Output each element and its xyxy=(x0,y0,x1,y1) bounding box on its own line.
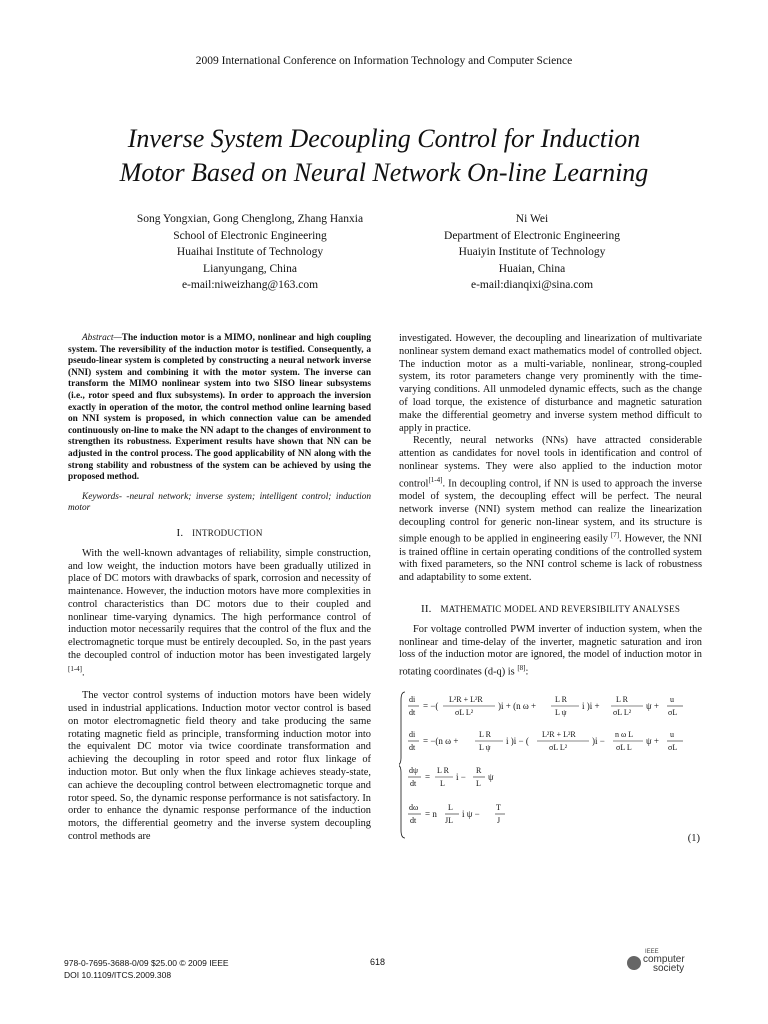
section-number: I. xyxy=(176,526,184,539)
paragraph-text: For voltage controlled PWM inverter of induction system, when the nonlinear and time-delay of the inverter, magnetic saturation and iron loss of the induction motor are ignored, the model of induction motor in rotating coordinates (d-q) is xyxy=(399,623,702,678)
svg-text:u: u xyxy=(670,694,674,704)
svg-text:σL: σL xyxy=(668,707,678,717)
author-institute: Huaihai Institute of Technology xyxy=(176,246,324,258)
keywords: Keywords- -neural network; inverse system; intelligent control; induction motor xyxy=(68,491,371,514)
left-column xyxy=(68,333,371,844)
svg-text:dt: dt xyxy=(410,778,417,788)
logo-word-society: society xyxy=(653,963,685,974)
svg-text:u: u xyxy=(670,729,674,739)
svg-text:di: di xyxy=(409,729,416,739)
svg-text:L R: L R xyxy=(437,765,449,775)
conference-header: 2009 International Conference on Information Technology and Computer Science xyxy=(195,55,573,67)
svg-text:σL L²: σL L² xyxy=(455,707,474,717)
paragraph-text: With the well-known advantages of reliability, simple construction, and low weight, the induction motors have been gradually utilized in place of DC motors with drawbacks of spark, corrosion and necessity of maintenance. However, the induction motors have more complexities in control characteristics than DC motors due to their coupled and nonlinear time-varying dynamics. The high performance control of induction motor necessarily requires that the control of the flux and the electromagnetic torque must be entirely decoupled. So, in the past years the decoupled control of induction motor has been investigated largely xyxy=(68,547,371,662)
svg-text:dω: dω xyxy=(409,802,419,812)
paragraph-text: Recently, neural networks (NNs) have attracted considerable attention as candidates for novel tools in identification and control of nonlinear systems. They were also applied to the induction motor control xyxy=(399,435,702,490)
svg-text:L ψ: L ψ xyxy=(479,742,491,752)
author-department: School of Electronic Engineering xyxy=(173,229,327,242)
section-title: INTRODUCTION xyxy=(192,527,263,538)
right-column xyxy=(399,333,702,842)
citation: [1-4] xyxy=(428,475,443,484)
svg-text:L²R + L²R: L²R + L²R xyxy=(449,694,483,704)
svg-text:= −(n ω +: = −(n ω + xyxy=(423,735,459,746)
equation-graphic xyxy=(399,688,702,842)
abstract-lead: Abstract— xyxy=(82,333,122,343)
svg-text:n ω L: n ω L xyxy=(615,729,634,739)
svg-text:di: di xyxy=(409,694,416,704)
author-city: Lianyungang, China xyxy=(203,262,297,275)
model-paragraph: For voltage controlled PWM inverter of induction system, when the nonlinear and time-delay of the inverter, magnetic saturation and iron loss of the induction motor are ignored, the model of induction motor in rotating coordinates (d-q) is [8]: xyxy=(399,623,702,678)
svg-text:L: L xyxy=(448,802,453,812)
intro-paragraph-2: The vector control systems of induction motors have been widely used in industrial applications. Induction motor vector control is based on motor electromagnetic field theory and take producing the same rotating magnetic field as principle, transforming induction motor into the equivalent DC motor via twice coordinate transformation and achieving the decoupling in rotor speed and rotor flux linkage of induction motor. But only when the flux linkage achieves steady-state, can achieve the decoupling control between electromagnetic torque and rotor speed. So, the dynamic response performance is not satisfactory. In order to enhance the dynamic response performance of the induction motors, the differential geometry and the inverse system decoupling control methods are xyxy=(68,690,371,842)
svg-text:L R: L R xyxy=(555,694,567,704)
svg-text:L²R + L²R: L²R + L²R xyxy=(542,729,576,739)
svg-text:L: L xyxy=(476,778,481,788)
svg-text:i ψ −: i ψ − xyxy=(462,808,480,819)
author-names: Ni Wei xyxy=(515,213,549,225)
citation: [7] xyxy=(610,531,620,540)
logo-ring-icon xyxy=(627,956,641,970)
abstract xyxy=(68,333,371,484)
abstract-body: The induction motor is a MIMO, nonlinear and high coupling system. The reversibility of the induction motor is testified. Consequently, a pseudo-linear system is completed by constructing a neural network inverse (NNI) system and combining it with the motor system. The inverse can transform the MIMO nonlinear system into two SISO linear subsystems (i.e., rotor speed and flux subsystems). In order to approach the inversion exactly in operation of the motor, the control method online learning based on NNI system is proposed, in which connection value can be amended continuously on-line to make the NN adapt to the changes of environment to strengthen its robustness. Experiment results have shown that NN can be adjusted in the control process. The good applicability of NN along with the strong stability and robustness of the system can be achieved by using the proposed method. xyxy=(68,333,371,483)
isbn-line: 978-0-7695-3688-0/09 $25.00 © 2009 IEEE xyxy=(64,958,229,968)
doi-line: DOI 10.1109/ITCS.2009.308 xyxy=(64,970,172,980)
svg-text:T: T xyxy=(496,802,501,812)
svg-text:dψ: dψ xyxy=(409,765,419,775)
author-block-2 xyxy=(382,211,682,294)
author-email: e-mail:dianqixi@sina.com xyxy=(470,279,594,291)
logo-main-text xyxy=(643,955,685,973)
svg-text:)i + (n ω +: )i + (n ω + xyxy=(498,700,537,711)
svg-text:= n: = n xyxy=(425,808,437,819)
svg-text:ψ: ψ xyxy=(488,771,494,782)
paper-title xyxy=(40,122,728,190)
svg-text:L R: L R xyxy=(616,694,628,704)
svg-text:L ψ: L ψ xyxy=(555,707,567,717)
section-heading-2 xyxy=(399,603,702,616)
citation: [8] xyxy=(517,664,526,673)
svg-text:dt: dt xyxy=(409,742,416,752)
svg-text:dt: dt xyxy=(410,815,417,825)
svg-text:L: L xyxy=(440,778,445,788)
equation-system xyxy=(399,688,702,842)
svg-text:σL L²: σL L² xyxy=(613,707,632,717)
logo-word-computer: computer xyxy=(643,954,685,965)
svg-text:R: R xyxy=(476,765,482,775)
author-email: e-mail:niweizhang@163.com xyxy=(181,279,319,291)
svg-text:ψ +: ψ + xyxy=(646,735,659,746)
title-line-2: Motor Based on Neural Network On-line Learning xyxy=(119,158,649,187)
paragraph-text: . In decoupling control, if NN is used to approach the inverse model of system, the decoupling effect will be perfect. The neural network inverse (NNI) system method can realize the linearization decoupling control for generic non-linear system, and its structure is simple enough to be applied in engineering easily xyxy=(399,478,702,545)
logo-ieee-text: IEEE xyxy=(645,949,659,955)
computer-society-logo xyxy=(627,948,707,980)
author-city: Huaian, China xyxy=(498,262,566,275)
svg-text:)i −: )i − xyxy=(592,735,605,746)
svg-text:L R: L R xyxy=(479,729,491,739)
author-institute: Huaiyin Institute of Technology xyxy=(458,246,606,258)
svg-text:dt: dt xyxy=(409,707,416,717)
svg-text:J: J xyxy=(497,815,501,825)
svg-text:=: = xyxy=(425,771,431,782)
author-block-1 xyxy=(100,211,400,294)
intro-paragraph-1: With the well-known advantages of reliability, simple construction, and low weight, the induction motors have been gradually utilized in place of DC motors with drawbacks of spark, corrosion and necessity of maintenance. However, the induction motors have more complexities in control characteristics than DC motors due to their coupled and nonlinear time-varying dynamics. The high performance control of induction motor necessarily requires that the control of the flux and the electromagnetic torque must be entirely decoupled. So, in the past years the decoupled control of induction motor has been investigated largely [1-4]. xyxy=(68,547,371,679)
svg-text:σL L²: σL L² xyxy=(549,742,568,752)
section-number: II. xyxy=(420,603,432,616)
citation: [1-4] xyxy=(68,664,82,673)
title-line-1: Inverse System Decoupling Control for Induction xyxy=(127,124,641,153)
equation-number: (1) xyxy=(687,832,700,844)
svg-text:i )i +: i )i + xyxy=(582,700,600,711)
svg-text:i −: i − xyxy=(456,771,466,782)
svg-text:= −(: = −( xyxy=(423,700,439,711)
page-number: 618 xyxy=(370,957,386,967)
svg-text:ψ +: ψ + xyxy=(646,700,659,711)
intro-paragraph-3: investigated. However, the decoupling and linearization of multivariate nonlinear system demand exact mathematics model of controlled object. The induction motor as a multi-variable, nonlinear, strong-coupled system, its rotor parameters change very prominently with the time-varying conditions. All unmodeled dynamic effects, such as the change of load torque, the existence of disturbance and magnetic saturation make the differential geometry and inverse system method difficult to apply in practice. xyxy=(399,333,702,434)
svg-text:JL: JL xyxy=(445,815,453,825)
footer-left xyxy=(64,957,229,981)
section-title: MATHEMATIC MODEL AND REVERSIBILITY ANALYSES xyxy=(440,604,681,615)
section-heading-1 xyxy=(68,527,371,540)
svg-text:σL: σL xyxy=(668,742,678,752)
author-names: Song Yongxian, Gong Chenglong, Zhang Hanxia xyxy=(136,213,364,225)
intro-paragraph-4 xyxy=(399,435,702,585)
svg-text:σL L: σL L xyxy=(616,742,632,752)
svg-text:i )i − (: i )i − ( xyxy=(506,735,529,746)
paragraph-text: . However, the NNI is trained offline in certain operating conditions of the controlled system with fixed parameters, so the NNI control scheme is lack of robustness and adaptability to some extent. xyxy=(399,533,702,584)
author-department: Department of Electronic Engineering xyxy=(444,229,620,242)
